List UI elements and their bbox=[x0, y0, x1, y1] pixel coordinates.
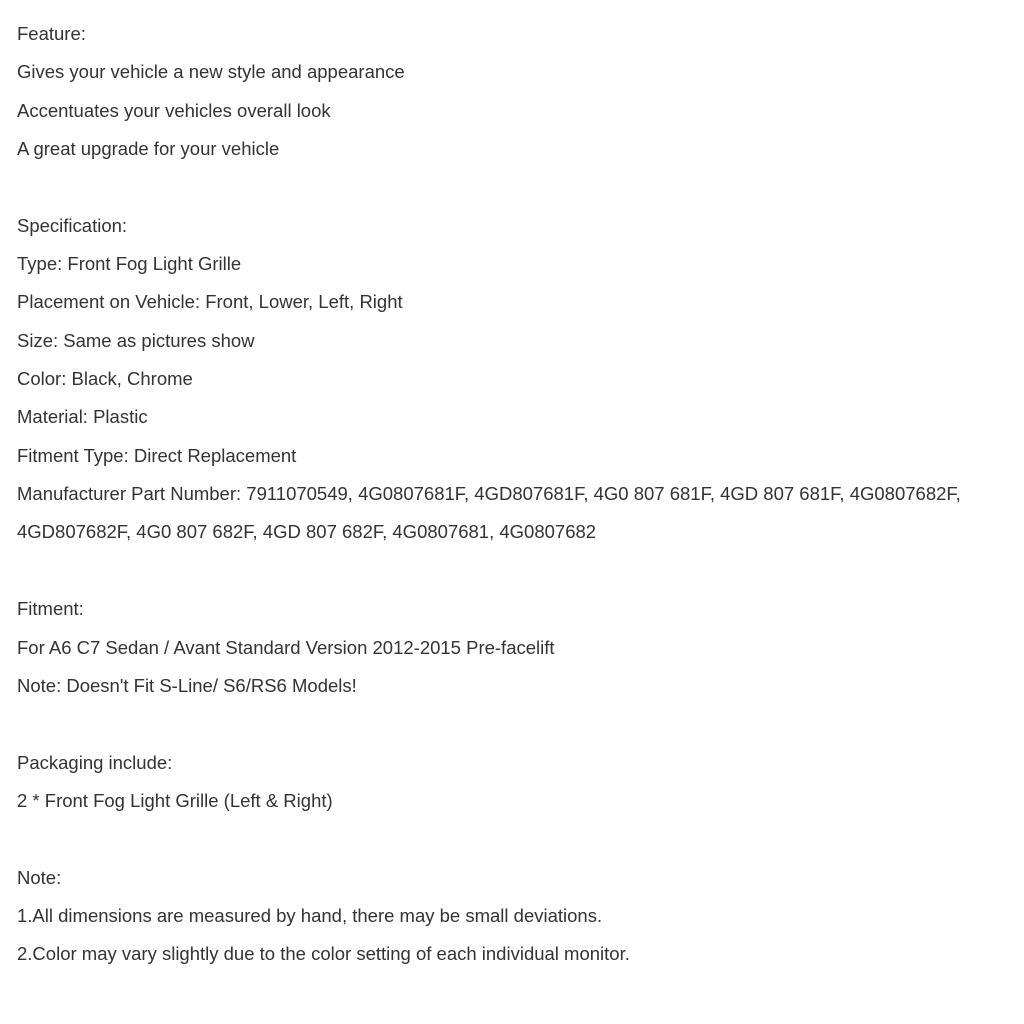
spec-item: Material: Plastic bbox=[17, 406, 148, 428]
feature-item: Gives your vehicle a new style and appearance bbox=[17, 61, 405, 83]
packaging-item: 2 * Front Fog Light Grille (Left & Right) bbox=[17, 789, 333, 811]
spec-item: Size: Same as pictures show bbox=[17, 329, 255, 351]
fitment-item: Note: Doesn't Fit S-Line/ S6/RS6 Models! bbox=[17, 674, 357, 696]
specification-heading: Specification: bbox=[17, 214, 128, 236]
spec-item: Fitment Type: Direct Replacement bbox=[17, 444, 297, 466]
packaging-heading: Packaging include: bbox=[17, 751, 173, 773]
spec-item: Type: Front Fog Light Grille bbox=[17, 253, 242, 275]
spacer bbox=[17, 552, 1017, 590]
spacer bbox=[17, 705, 1017, 743]
spacer bbox=[17, 168, 1017, 206]
product-description bbox=[17, 15, 1017, 974]
feature-item: Accentuates your vehicles overall look bbox=[17, 99, 331, 121]
fitment-item: For A6 C7 Sedan / Avant Standard Version 2012-2015 Pre-facelift bbox=[17, 636, 555, 658]
spec-item: Manufacturer Part Number: 7911070549, 4G0807681F, 4GD807681F, 4G0 807 681F, 4GD 807 681F, 4G0807682F, bbox=[17, 483, 961, 505]
note-heading: Note: bbox=[17, 866, 62, 888]
spec-item: Color: Black, Chrome bbox=[17, 368, 193, 390]
spacer bbox=[17, 820, 1017, 858]
note-item: 1.All dimensions are measured by hand, there may be small deviations. bbox=[17, 904, 603, 926]
feature-item: A great upgrade for your vehicle bbox=[17, 138, 280, 160]
spec-item: 4GD807682F, 4G0 807 682F, 4GD 807 682F, 4G0807681, 4G0807682 bbox=[17, 521, 597, 543]
fitment-heading: Fitment: bbox=[17, 598, 84, 620]
spec-item: Placement on Vehicle: Front, Lower, Left, Right bbox=[17, 291, 403, 313]
feature-heading: Feature: bbox=[17, 23, 86, 44]
note-item: 2.Color may vary slightly due to the color setting of each individual monitor. bbox=[17, 943, 630, 965]
